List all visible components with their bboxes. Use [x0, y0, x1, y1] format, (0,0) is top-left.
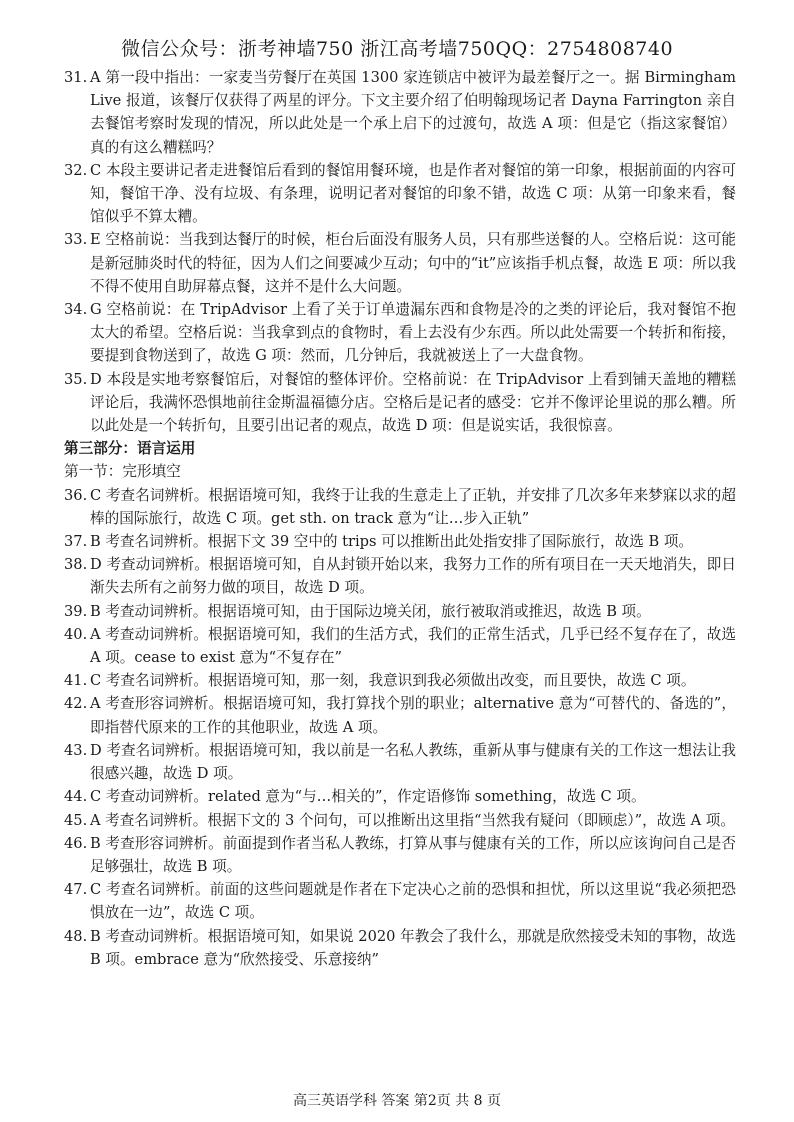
answer-explanation: A 考查形容词辨析。根据语境可知，我打算找个别的职业；alternative 意为“可替代的、备选的”，即指替代原来的工作的其他职业，故选 A 项。	[90, 695, 736, 736]
answer-item	[64, 159, 736, 229]
question-number: 40.	[64, 625, 88, 643]
subsection-title: 第一节：完形填空	[64, 463, 181, 481]
answer-content	[64, 66, 736, 971]
answer-item	[64, 484, 736, 530]
question-number: 36.	[64, 486, 88, 504]
answer-explanation: C 考查名词辨析。前面的这些问题就是作者在下定决心之前的恐惧和担忧，所以这里说“我必须把恐惧放在一边”，故选 C 项。	[90, 881, 736, 922]
answer-explanation: A 第一段中指出：一家麦当劳餐厅在英国 1300 家连锁店中被评为最差餐厅之一。据 Birmingham Live 报道，该餐厅仅获得了两星的评分。下文主要介绍了伯明翰现场记者 Dayna Farrington 亲自去餐馆考察时发现的情况，所以此处是一个承上启下的过渡句，故选 A 项：但是它（指这家餐馆）真的有这么糟糕吗？	[90, 69, 736, 156]
question-number: 38.	[64, 556, 88, 574]
question-number: 31.	[64, 69, 88, 86]
answer-item	[64, 809, 736, 832]
reading-answers	[64, 66, 736, 437]
answer-item	[64, 553, 736, 599]
answer-explanation: B 考查动词辨析。根据语境可知，由于国际边境关闭，旅行被取消或推迟，故选 B 项。	[90, 602, 651, 620]
section-title: 第三部分：语言运用	[64, 440, 196, 458]
question-number: 42.	[64, 695, 88, 713]
question-number: 34.	[64, 301, 88, 319]
question-number: 47.	[64, 881, 88, 899]
question-number: 35.	[64, 370, 88, 388]
answer-explanation: B 考查名词辨析。根据下文 39 空中的 trips 可以推断出此处指安排了国际旅行，故选 B 项。	[90, 533, 694, 551]
page-footer: 高三英语学科 答案 第2页 共 8 页	[292, 1093, 502, 1109]
answer-explanation: B 考查形容词辨析。前面提到作者当私人教练，打算从事与健康有关的工作，所以应该询问自己是否足够强壮，故选 B 项。	[90, 834, 736, 875]
question-number: 32.	[64, 161, 88, 179]
page-header-watermark: 微信公众号：浙考神墙750 浙江高考墙750QQ：2754808740	[120, 38, 674, 60]
answer-explanation: C 考查动词辨析。related 意为“与…相关的”，作定语修饰 something，故选 C 项。	[90, 788, 646, 806]
question-number: 45.	[64, 811, 88, 829]
answer-explanation: D 考查名词辨析。根据语境可知，我以前是一名私人教练，重新从事与健康有关的工作这一想法让我很感兴趣，故选 D 项。	[90, 741, 736, 783]
question-number: 48.	[64, 927, 88, 945]
answer-explanation: G 空格前说：在 TripAdvisor 上看了关于订单遗漏东西和食物是冷的之类的评论后，我对餐馆不抱太大的希望。空格后说：当我拿到点的食物时，看上去没有少东西。所以此处需要一个转折和衔接，要提到食物送到了，故选 G 项：然而，几分钟后，我就被送上了一大盘食物。	[90, 301, 736, 365]
answer-item	[64, 228, 736, 298]
answer-item	[64, 530, 736, 553]
answer-explanation: A 考查动词辨析。根据语境可知，我们的生活方式，我们的正常生活式，几乎已经不复存在了，故选 A 项。cease to exist 意为“不复存在”	[90, 625, 736, 667]
question-number: 37.	[64, 533, 88, 551]
question-number: 41.	[64, 672, 88, 690]
question-number: 46.	[64, 834, 88, 852]
question-number: 43.	[64, 741, 88, 759]
answer-item	[64, 669, 736, 692]
answer-item	[64, 600, 736, 623]
question-number: 39.	[64, 602, 88, 620]
answer-explanation: C 考查名词辨析。根据语境可知，那一刻，我意识到我必须做出改变，而且要快，故选 C 项。	[90, 672, 696, 690]
answer-explanation: E 空格前说：当我到达餐厅的时候，柜台后面没有服务人员，只有那些送餐的人。空格后说：这可能是新冠肺炎时代的特征，因为人们之间要减少互动；句中的“it”应该指手机点餐，故选 E 项：所以我不得不使用自助屏幕点餐，这并不是什么大问题。	[90, 231, 736, 295]
answer-item	[64, 623, 736, 669]
cloze-answers	[64, 484, 736, 971]
answer-item	[64, 66, 736, 159]
answer-explanation: C 本段主要讲记者走进餐馆后看到的餐馆用餐环境，也是作者对餐馆的第一印象，根据前面的内容可知，餐馆干净、没有垃圾、有条理，说明记者对餐馆的印象不错，故选 C 项：从第一印象来看，餐馆似乎不算太糟。	[90, 161, 736, 226]
answer-item	[64, 298, 736, 368]
answer-explanation: B 考查动词辨析。根据语境可知，如果说 2020 年教会了我什么，那就是欣然接受未知的事物，故选 B 项。embrace 意为“欣然接受、乐意接纳”	[90, 927, 736, 968]
question-number: 33.	[64, 231, 88, 249]
answer-explanation: D 本段是实地考察餐馆后，对餐馆的整体评价。空格前说：在 TripAdvisor 上看到铺天盖地的糟糕评论后，我满怀恐惧地前往金斯温福德分店。空格后是记者的感受：它并不像评论里说的那么糟。所以此处是一个转折句，且要引出记者的观点，故选 D 项：但是说实话，我很惊喜。	[90, 370, 736, 435]
answer-item	[64, 785, 736, 808]
answer-item	[64, 368, 736, 438]
answer-explanation: C 考查名词辨析。根据语境可知，我终于让我的生意走上了正轨，并安排了几次多年来梦寐以求的超棒的国际旅行，故选 C 项。get sth. on track 意为“让…步入正轨”	[90, 486, 736, 527]
answer-item	[64, 692, 736, 738]
question-number: 44.	[64, 788, 88, 806]
answer-item	[64, 739, 736, 785]
answer-item	[64, 878, 736, 924]
answer-explanation: A 考查名词辨析。根据下文的 3 个问句，可以推断出这里指“当然我有疑问（即顾虑）”，故选 A 项。	[90, 811, 735, 829]
answer-item	[64, 832, 736, 878]
answer-item	[64, 925, 736, 971]
answer-explanation: D 考查动词辨析。根据语境可知，自从封锁开始以来，我努力工作的所有项目在一天天地消失，即日渐失去所有之前努力做的项目，故选 D 项。	[90, 556, 736, 597]
